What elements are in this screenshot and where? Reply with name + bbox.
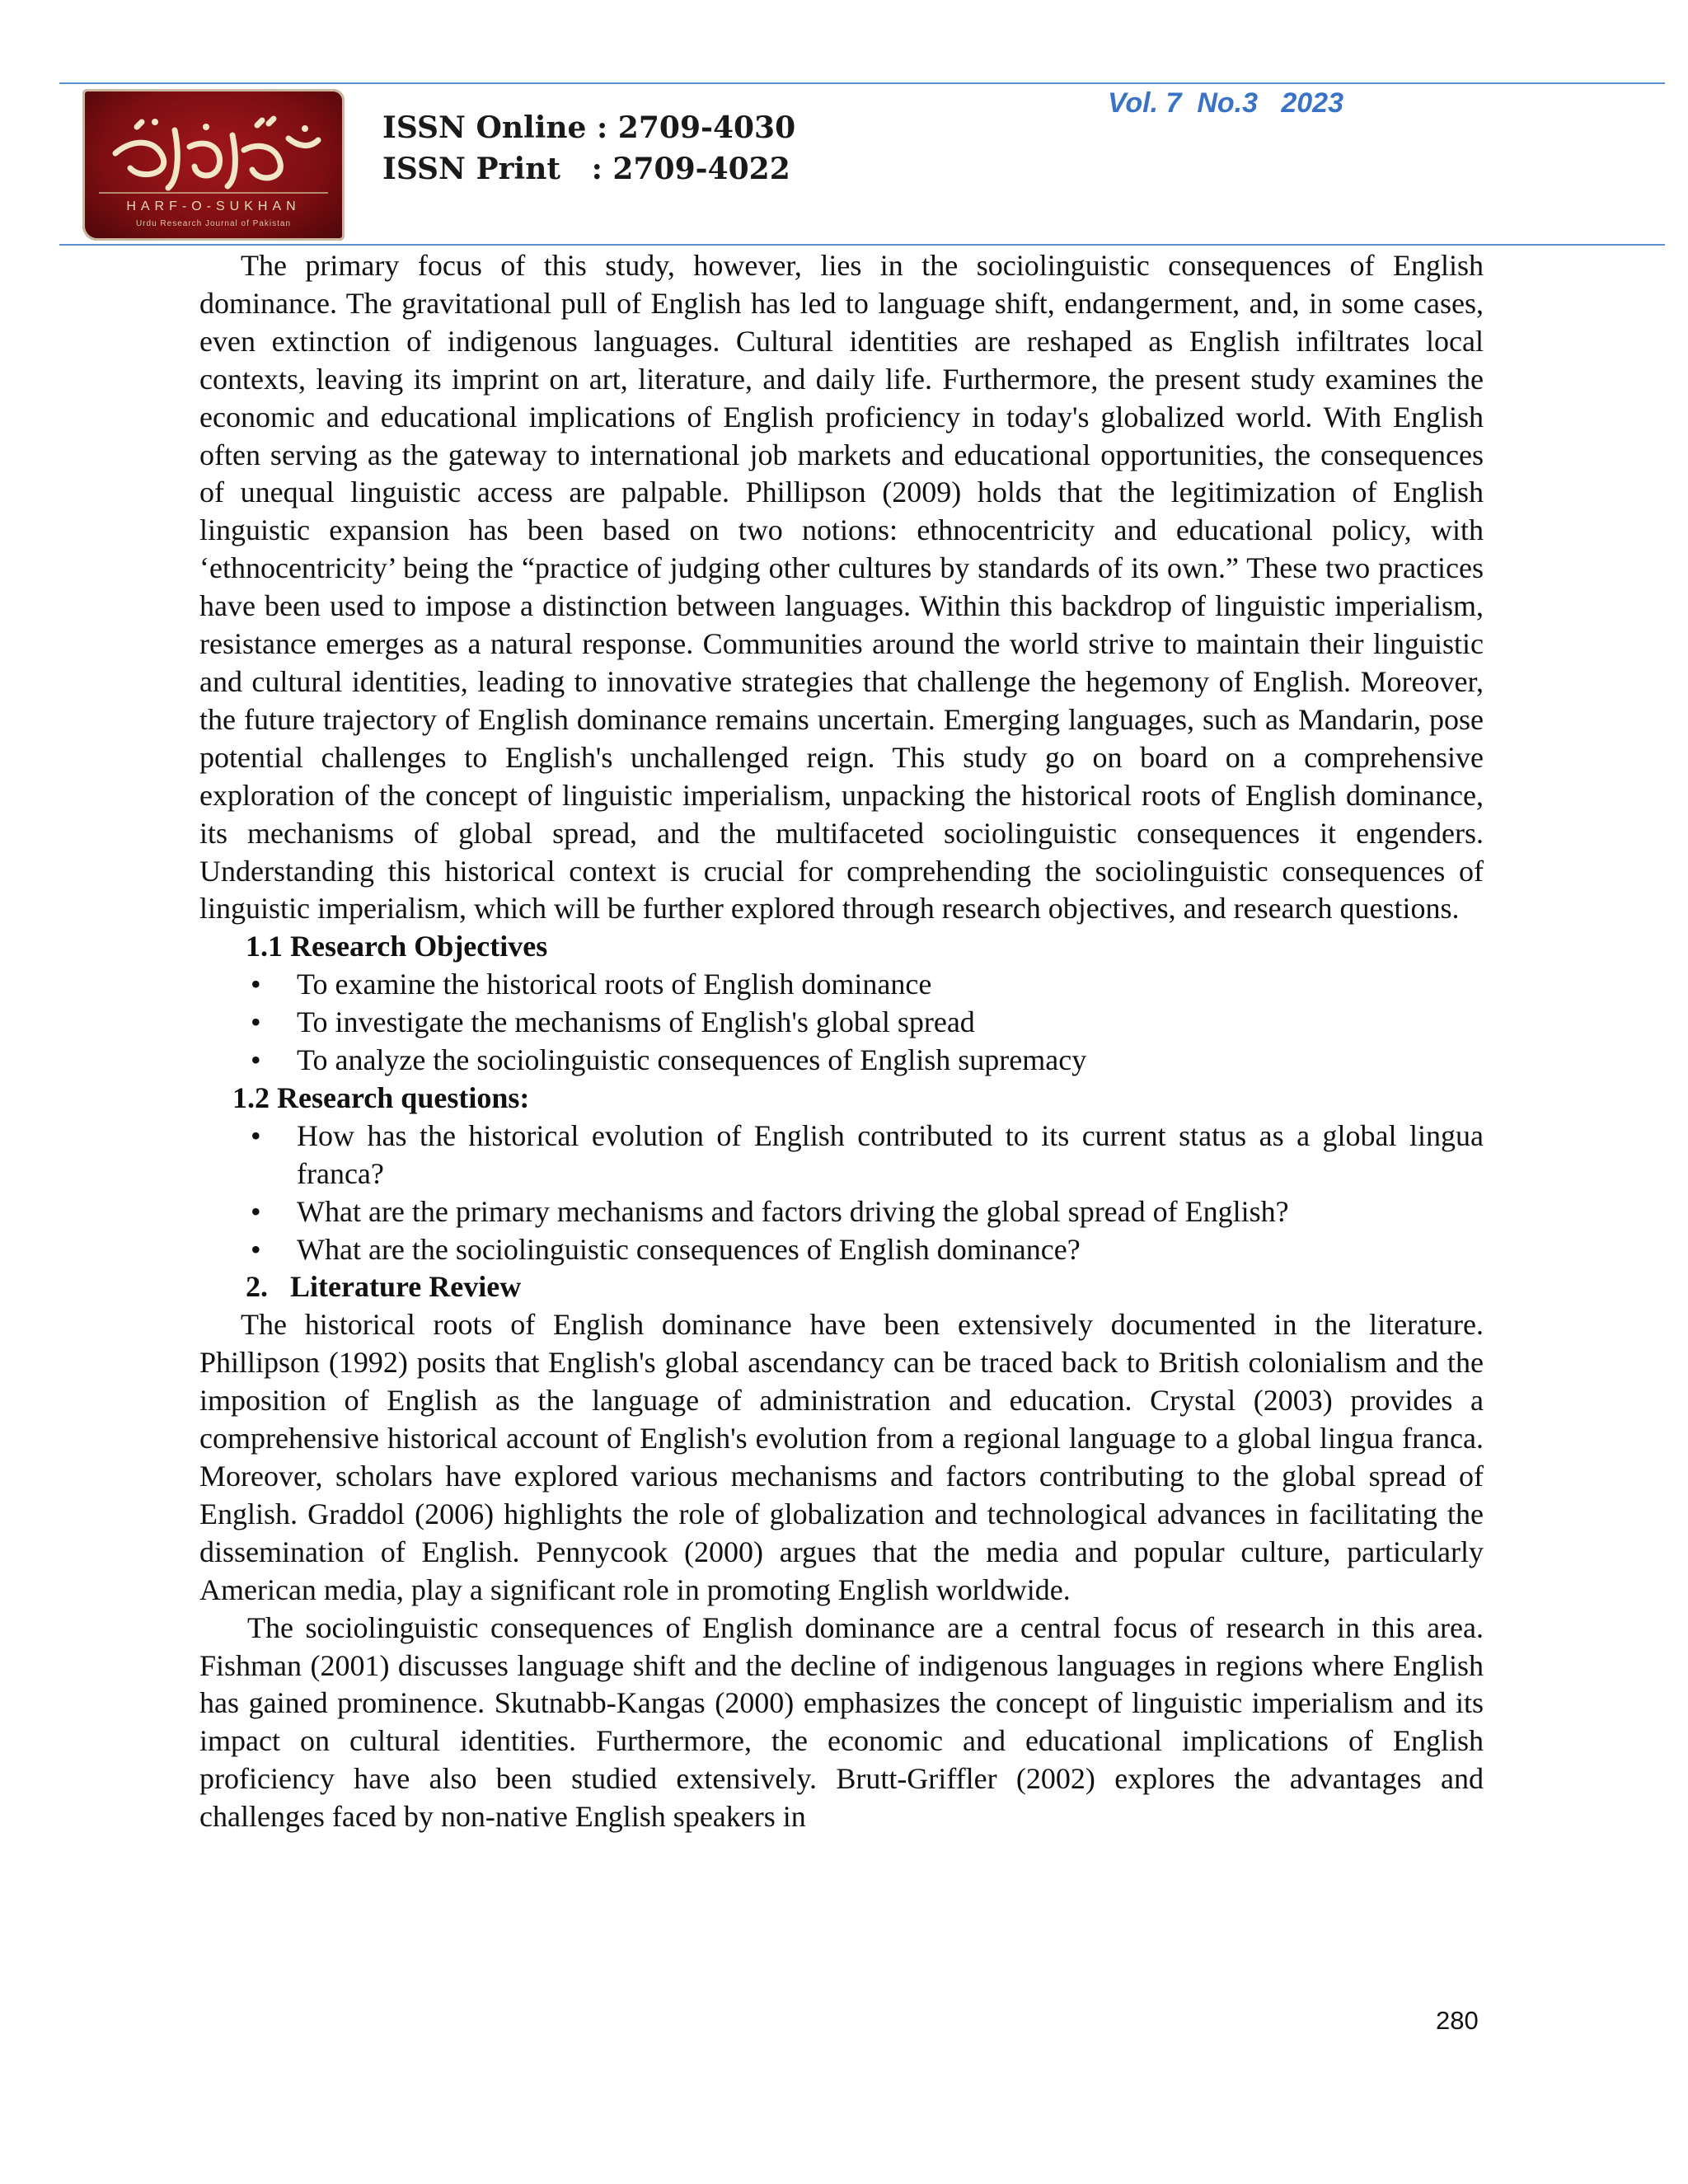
- issn-online: ISSN Online : 2709-4030: [382, 110, 796, 145]
- header-bottom-rule: [59, 244, 1665, 246]
- questions-list: [199, 1118, 1484, 1269]
- objectives-heading: 1.1 Research Objectives: [246, 930, 548, 963]
- literature-heading: 2. Literature Review: [246, 1270, 522, 1304]
- list-item: • To analyze the sociolinguistic consequences of English supremacy: [199, 1042, 1484, 1080]
- list-item: • What are the primary mechanisms and factors driving the global spread of English?: [199, 1193, 1484, 1231]
- logo-subtitle: Urdu Research Journal of Pakistan: [135, 219, 292, 228]
- objectives-list: [199, 966, 1484, 1080]
- list-item: • What are the sociolinguistic consequences of English dominance?: [199, 1231, 1484, 1269]
- questions-heading: 1.2 Research questions:: [232, 1080, 530, 1114]
- list-item: • To examine the historical roots of English dominance: [199, 966, 1484, 1004]
- article-body: [199, 247, 1484, 1836]
- intro-paragraph: The primary focus of this study, however, lies in the sociolinguistic consequences of English dominance. The gravitational pull of English has led to language shift, endangerment, and, in some cases, even extinction of indigenous languages. Cultural identities are reshaped as English infiltrates local contexts, leaving its imprint on art, literature, and daily life. Furthermore, the present study examines the economic and educational implications of English proficiency in today's globalized world. With English often serving as the gateway to international job markets and educational opportunities, the consequences of unequal linguistic access are palpable. Phillipson (2009) holds that the legitimization of English linguistic expansion has been based on two notions: ethnocentricity and educational policy, with ‘ethnocentricity’ being the “practice of judging other cultures by standards of its own.” These two practices have been used to impose a distinction between languages. Within this backdrop of linguistic imperialism, resistance emerges as a natural response. Communities around the world strive to maintain their linguistic and cultural identities, leading to innovative strategies that challenge the hegemony of English. Moreover, the future trajectory of English dominance remains uncertain. Emerging languages, such as Mandarin, pose potential challenges to English's unchallenged reign. This study go on board on a comprehensive exploration of the concept of linguistic imperialism, unpacking the historical roots of English dominance, its mechanisms of global spread, and the multifaceted sociolinguistic consequences it engenders. Understanding this historical context is crucial for comprehending the sociolinguistic consequences of linguistic imperialism, which will be further explored through research objectives, and research questions.: [199, 249, 1484, 926]
- literature-paragraph: The sociolinguistic consequences of English dominance are a central focus of research in this area. Fishman (2001) discusses language shift and the decline of indigenous languages in regions where English has gained prominence. Skutnabb-Kangas (2000) emphasizes the concept of linguistic imperialism and its impact on cultural identities. Furthermore, the economic and educational implications of English proficiency have also been studied extensively. Brutt-Griffler (2002) explores the advantages and challenges faced by non-native English speakers in: [199, 1610, 1484, 1834]
- page-number: 280: [1436, 2006, 1479, 2035]
- literature-paragraph: The historical roots of English dominance have been extensively documented in the literature. Phillipson (1992) posits that English's global ascendancy can be traced back to British colonialism and the imposition of English as the language of administration and education. Crystal (2003) provides a comprehensive historical account of English's evolution from a regional language to a global lingua franca. Moreover, scholars have explored various mechanisms and factors contributing to the global spread of English. Graddol (2006) highlights the role of globalization and technological advances in facilitating the dissemination of English. Pennycook (2000) argues that the media and popular culture, particularly American media, play a significant role in promoting English worldwide.: [199, 1308, 1484, 1606]
- calligraphy-logo-icon: [82, 89, 345, 241]
- logo-title: HARF-O-SUKHAN: [126, 199, 301, 213]
- issn-print: ISSN Print : 2709-4022: [382, 152, 790, 186]
- header-top-rule: [59, 82, 1665, 84]
- list-item: • To investigate the mechanisms of English's global spread: [199, 1004, 1484, 1042]
- volume-label: Vol. 7 No.3 2023: [1108, 87, 1343, 119]
- journal-logo: [82, 89, 345, 241]
- list-item: • How has the historical evolution of English contributed to its current status as a global lingua franca?: [199, 1118, 1484, 1193]
